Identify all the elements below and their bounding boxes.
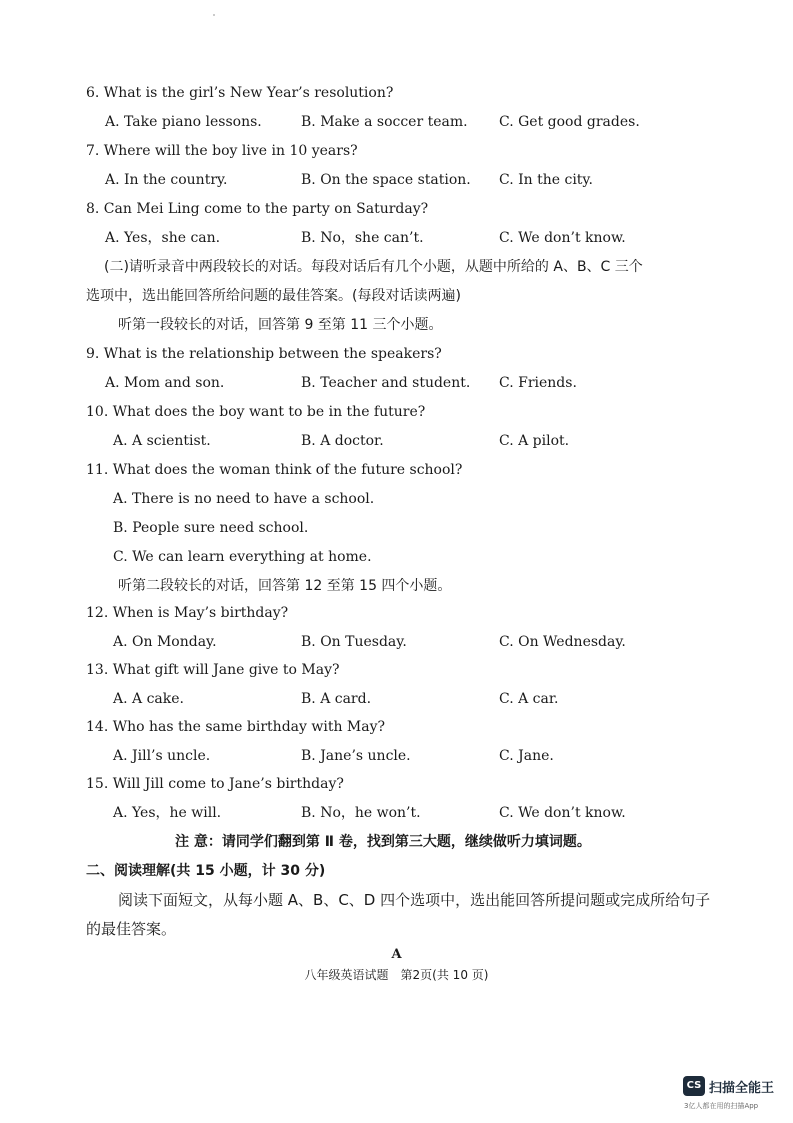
- camscanner-logo-icon: CS: [683, 1076, 705, 1096]
- question-7: 7. Where will the boy live in 10 years?: [86, 143, 358, 159]
- scan-speck: [213, 14, 215, 16]
- q14-option-c: C. Jane.: [499, 748, 554, 764]
- q14-option-b: B. Jane’s uncle.: [301, 748, 411, 764]
- question-9: 9. What is the relationship between the speakers?: [86, 346, 442, 362]
- question-6: 6. What is the girl’s New Year’s resolution?: [86, 85, 394, 101]
- q6-option-c: C. Get good grades.: [499, 114, 640, 130]
- q7-option-c: C. In the city.: [499, 172, 593, 188]
- q13-option-b: B. A card.: [301, 691, 372, 707]
- question-8: 8. Can Mei Ling come to the party on Saturday?: [86, 201, 429, 217]
- camscanner-brand-name: 扫描全能王: [709, 1081, 775, 1096]
- q10-option-b: B. A doctor.: [301, 433, 384, 449]
- reading-instructions-line-2: 的最佳答案。: [86, 920, 177, 938]
- q8-option-a: A. Yes，she can.: [105, 230, 221, 246]
- q8-option-c: C. We don’t know.: [499, 230, 626, 246]
- q6-option-b: B. Make a soccer team.: [301, 114, 468, 130]
- q9-option-a: A. Mom and son.: [105, 375, 225, 391]
- q10-option-c: C. A pilot.: [499, 433, 570, 449]
- question-12: 12. When is May’s birthday?: [86, 605, 289, 621]
- reading-section-heading: 二、阅读理解(共 15 小题，计 30 分): [86, 863, 326, 879]
- question-15: 15. Will Jill come to Jane’s birthday?: [86, 776, 344, 792]
- q12-option-b: B. On Tuesday.: [301, 634, 407, 650]
- q12-option-c: C. On Wednesday.: [499, 634, 626, 650]
- camscanner-slogan: 3亿人都在用的扫描App: [684, 1102, 759, 1110]
- q10-option-a: A. A scientist.: [113, 433, 211, 449]
- section-2-instructions-line-2: 选项中，选出能回答所给问题的最佳答案。(每段对话读两遍): [86, 288, 461, 304]
- q13-option-a: A. A cake.: [113, 691, 184, 707]
- passage-label: A: [391, 947, 402, 962]
- question-11: 11. What does the woman think of the future school?: [86, 462, 463, 478]
- q15-option-a: A. Yes，he will.: [113, 805, 222, 821]
- q12-option-a: A. On Monday.: [113, 634, 217, 650]
- reading-instructions-line-1: 阅读下面短文，从每小题 A、B、C、D 四个选项中，选出能回答所提问题或完成所给句子: [118, 891, 711, 909]
- q9-option-b: B. Teacher and student.: [301, 375, 471, 391]
- question-14: 14. Who has the same birthday with May?: [86, 719, 386, 735]
- dialog-2-intro: 听第二段较长的对话，回答第 12 至第 15 四个小题。: [118, 578, 452, 594]
- dialog-1-intro: 听第一段较长的对话，回答第 9 至第 11 三个小题。: [118, 317, 443, 333]
- q14-option-a: A. Jill’s uncle.: [113, 748, 211, 764]
- q9-option-c: C. Friends.: [499, 375, 577, 391]
- section-2-instructions-line-1: (二)请听录音中两段较长的对话。每段对话后有几个小题，从题中所给的 A、B、C 三个: [104, 259, 643, 275]
- q15-option-c: C. We don’t know.: [499, 805, 626, 821]
- question-10: 10. What does the boy want to be in the future?: [86, 404, 426, 420]
- q13-option-c: C. A car.: [499, 691, 559, 707]
- q7-option-b: B. On the space station.: [301, 172, 471, 188]
- q8-option-b: B. No，she can’t.: [301, 230, 424, 246]
- q7-option-a: A. In the country.: [105, 172, 228, 188]
- q11-option-a: A. There is no need to have a school.: [113, 491, 375, 507]
- page-footer: 八年级英语试题 第2页(共 10 页): [304, 968, 489, 982]
- question-13: 13. What gift will Jane give to May?: [86, 662, 340, 678]
- q11-option-c: C. We can learn everything at home.: [113, 549, 372, 565]
- q15-option-b: B. No，he won’t.: [301, 805, 421, 821]
- turn-page-note: 注 意：请同学们翻到第 Ⅱ 卷，找到第三大题，继续做听力填词题。: [175, 834, 591, 850]
- q6-option-a: A. Take piano lessons.: [105, 114, 262, 130]
- q11-option-b: B. People sure need school.: [113, 520, 309, 536]
